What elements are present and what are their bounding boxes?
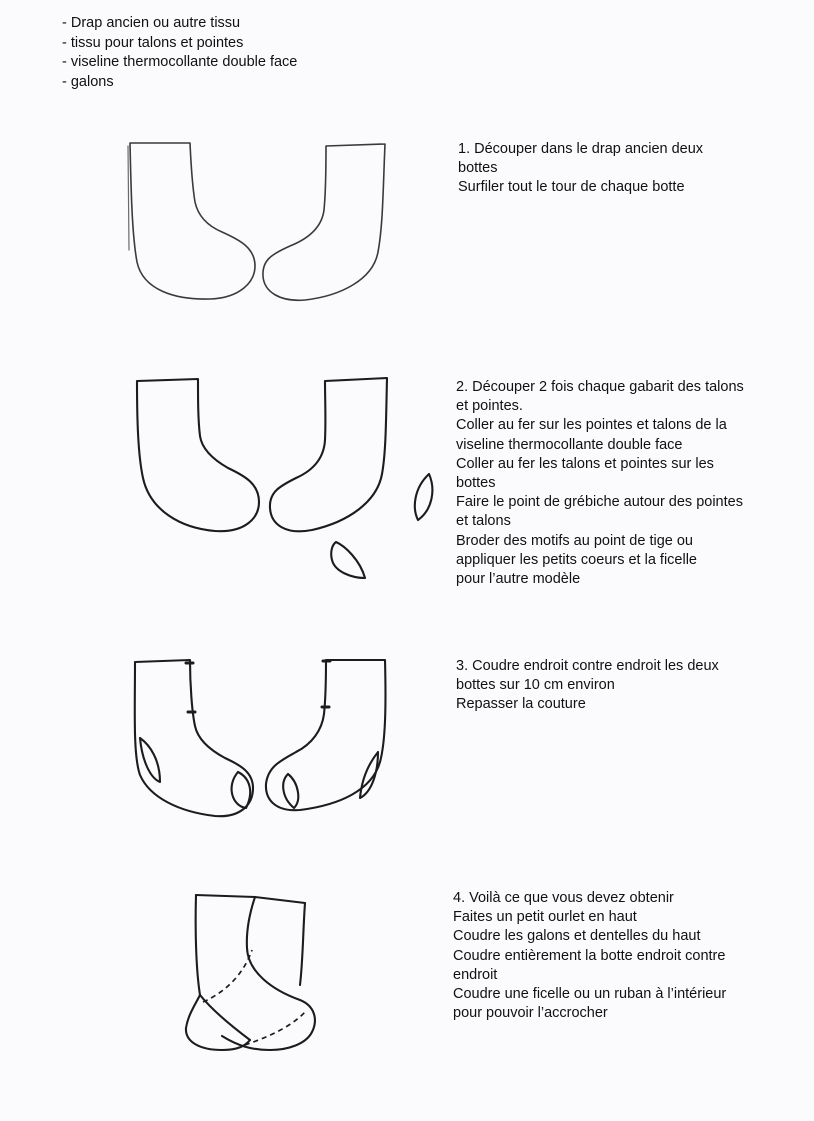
step-line: Coudre entièrement la botte endroit contre (453, 947, 726, 964)
step-2-heel-piece (331, 542, 365, 578)
step-line: Faites un petit ourlet en haut (453, 909, 637, 926)
step-line: Coudre les galons et dentelles du haut (453, 928, 701, 945)
step-line: Faire le point de grébiche autour des pointes (456, 494, 743, 511)
step-line: Surfiler tout le tour de chaque botte (458, 179, 685, 196)
material-item: - viseline thermocollante double face (62, 54, 298, 70)
step-line: pour l’autre modèle (456, 571, 581, 588)
step-line: endroit (453, 966, 498, 983)
step-3-sock-right (266, 660, 386, 810)
step-line: viseline thermocollante double face (456, 436, 683, 453)
step-3-sock-left (135, 660, 253, 816)
step-line: 2. Découper 2 fois chaque gabarit des talons (456, 379, 744, 395)
material-item: - tissu pour talons et pointes (62, 34, 244, 51)
step-line: bottes (458, 160, 498, 177)
step-line: 3. Coudre endroit contre endroit les deux (456, 658, 719, 674)
step-2-toe-piece (415, 474, 433, 520)
step-2-sock-left (137, 379, 259, 531)
step-line: Repasser la couture (456, 696, 586, 713)
step-line: pour pouvoir l’accrocher (453, 1005, 608, 1022)
material-item: - galons (62, 73, 114, 90)
step-line: Coller au fer les talons et pointes sur les (456, 455, 714, 472)
step-line: bottes sur 10 cm environ (456, 677, 615, 694)
step-2-sock-right (270, 378, 387, 531)
step-1-sock-left (128, 143, 255, 299)
step-line: 4. Voilà ce que vous devez obtenir (453, 890, 674, 906)
step-1-sock-right (263, 144, 385, 300)
step-line: et pointes. (456, 398, 523, 415)
step-line: 1. Découper dans le drap ancien deux (458, 141, 704, 157)
step-line: et talons (456, 513, 511, 530)
step-line: Broder des motifs au point de tige ou (456, 532, 693, 549)
step-line: bottes (456, 475, 496, 492)
step-line: Coller au fer sur les pointes et talons de la (456, 417, 727, 434)
material-item: - Drap ancien ou autre tissu (62, 15, 241, 31)
step-line: appliquer les petits coeurs et la ficelle (456, 551, 697, 568)
step-4-finished-sock (186, 895, 315, 1050)
step-line: Coudre une ficelle ou un ruban à l’intérieur (453, 986, 727, 1003)
